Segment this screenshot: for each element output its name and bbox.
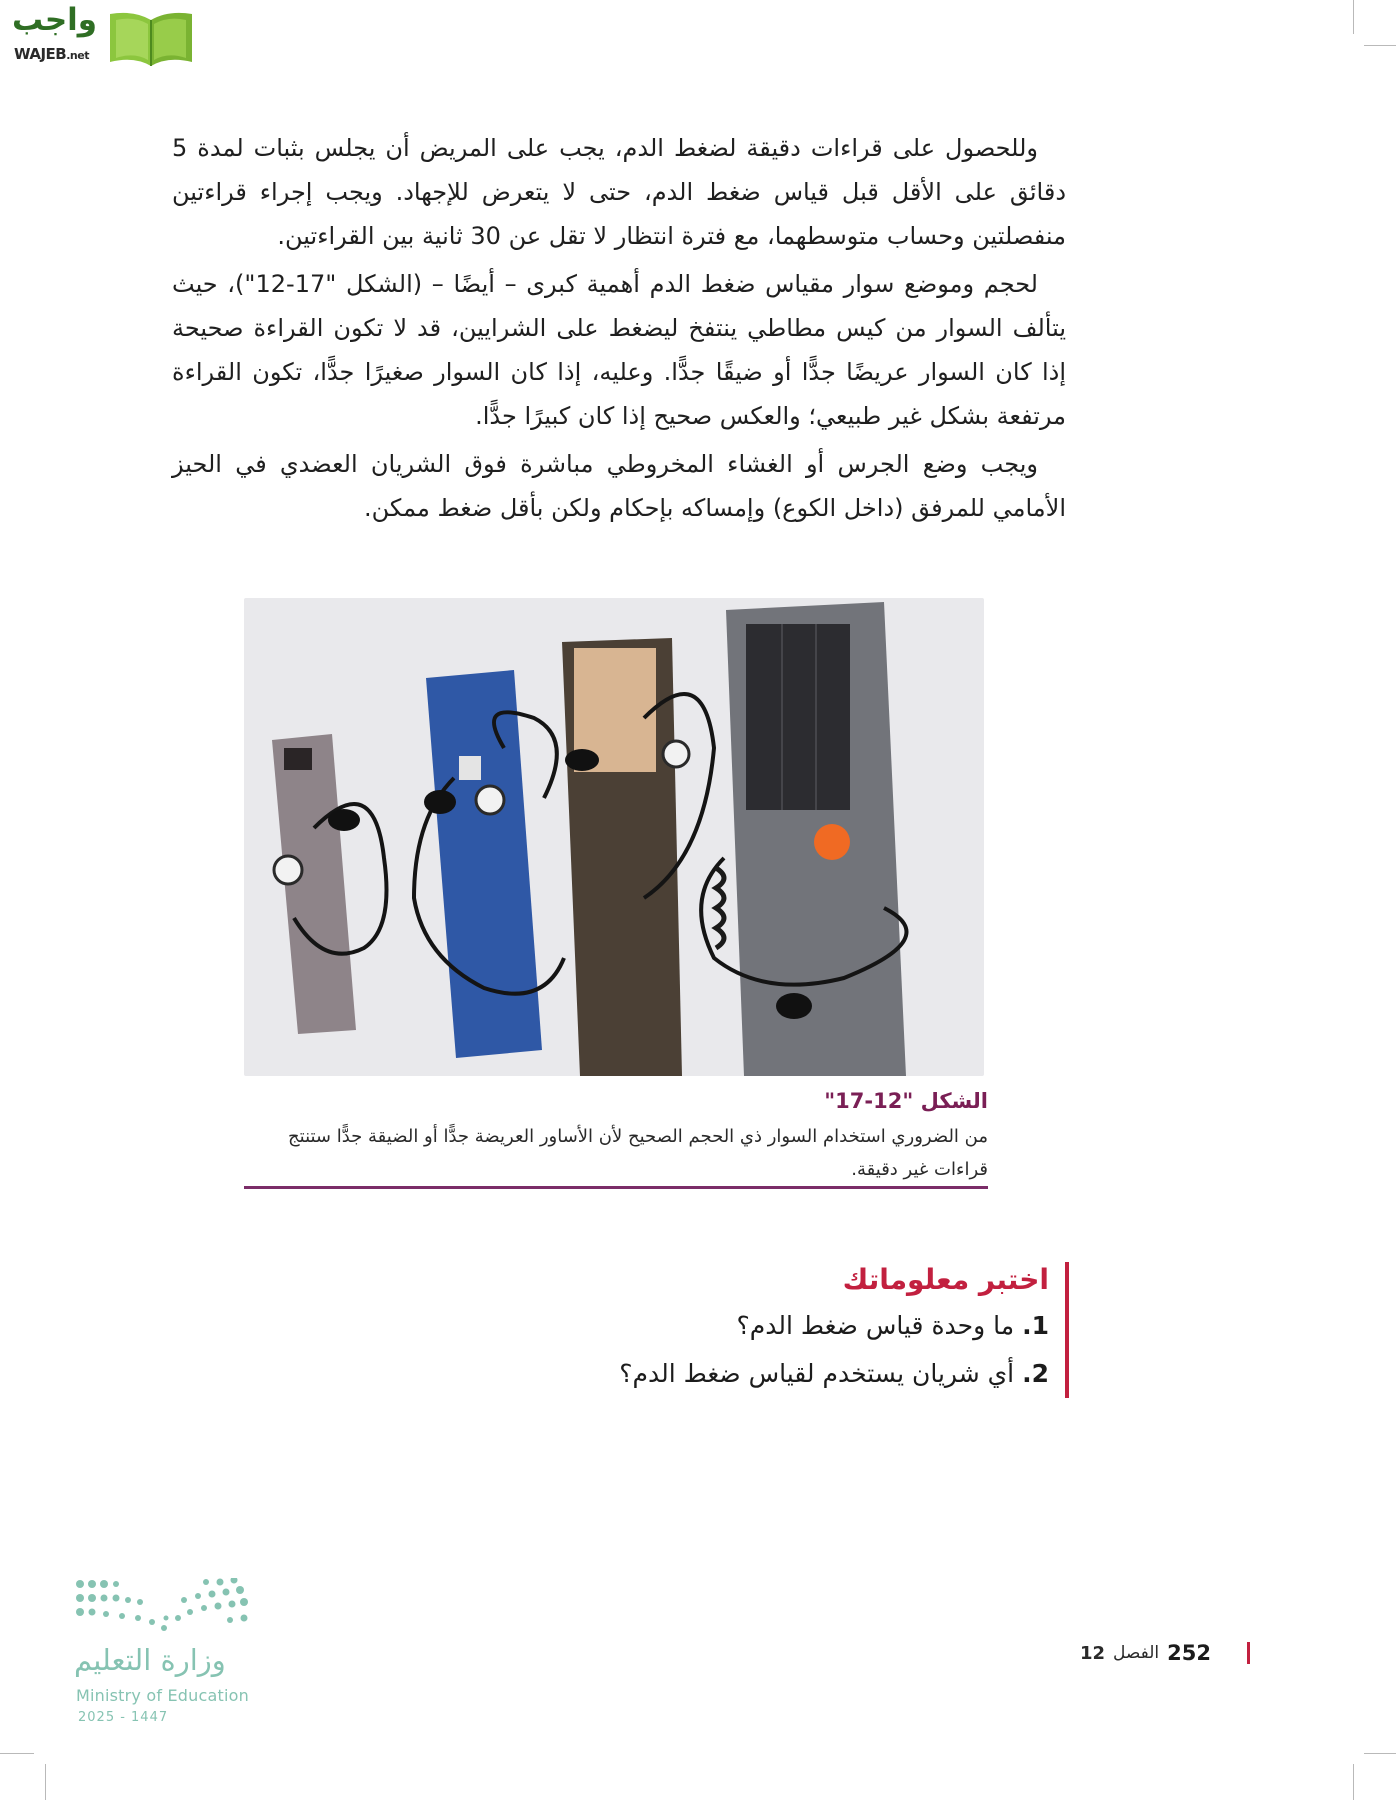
ministry-name-english: Ministry of Education — [76, 1686, 249, 1705]
quiz-question — [529, 1350, 1049, 1398]
blood-pressure-cuffs-photo — [244, 598, 984, 1076]
question-text: أي شريان يستخدم لقياس ضغط الدم؟ — [619, 1359, 1015, 1388]
chapter-label: الفصل — [1113, 1643, 1160, 1663]
paragraph: وللحصول على قراءات دقيقة لضغط الدم، يجب على المريض أن يجلس بثبات لمدة 5 دقائق على الأقل قبل قياس ضغط الدم، حتى لا يتعرض للإجهاد. ويجب إجراء قراءتين منفصلتين وحساب متوسطهما، مع فترة انتظار لا تقل عن 30 ثانية بين القراءتين. — [172, 134, 1066, 250]
paragraph: لحجم وموضع سوار مقياس ضغط الدم أهمية كبرى – أيضًا – (الشكل "17-12")، حيث يتألف السوار من كيس مطاطي ينتفخ ليضغط على الشرايين، قد لا تكون القراءة صحيحة إذا كان السوار عريضًا جدًّا أو ضيقًا جدًّا. وعليه، إذا كان السوار صغيرًا جدًّا، تكون القراءة مرتفعة بشكل غير طبيعي؛ والعكس صحيح إذا كان كبيرًا جدًّا. — [172, 270, 1066, 430]
page-footer — [1080, 1641, 1250, 1665]
crop-mark — [0, 1753, 34, 1754]
chapter-number: 12 — [1079, 1642, 1106, 1664]
question-text: ما وحدة قياس ضغط الدم؟ — [736, 1311, 1015, 1340]
figure-label: الشكل "12-17" — [824, 1089, 988, 1113]
quiz-question — [529, 1302, 1049, 1350]
crop-mark — [1353, 0, 1354, 34]
ministry-logo — [74, 1578, 254, 1738]
logo-arabic-text: واجب — [12, 2, 98, 38]
ministry-name-arabic: وزارة التعليم — [74, 1643, 226, 1677]
crop-mark — [45, 1764, 46, 1800]
ministry-year: 2025 - 1447 — [78, 1710, 169, 1725]
crop-mark — [1353, 1764, 1354, 1800]
question-number: 2. — [1022, 1359, 1049, 1388]
ministry-dots-icon — [74, 1578, 250, 1638]
logo-latin-text: WAJEB.net — [14, 45, 89, 63]
wajeb-logo[interactable] — [10, 4, 190, 66]
paragraph: ويجب وضع الجرس أو الغشاء المخروطي مباشرة فوق الشريان العضدي في الحيز الأمامي للمرفق (داخل الكوع) وإمساكه بإحكام ولكن بأقل ضغط ممكن. — [172, 450, 1066, 522]
question-number: 1. — [1022, 1311, 1049, 1340]
body-text — [172, 126, 1066, 534]
crop-mark — [1364, 45, 1396, 46]
quiz-title: اختبر معلوماتك — [842, 1263, 1049, 1296]
figure-divider — [244, 1186, 988, 1189]
open-book-icon — [104, 6, 199, 68]
figure-caption-text: من الضروري استخدام السوار ذي الحجم الصحيح لأن الأساور العريضة جدًّا أو الضيقة جدًّا ستنتج قراءات غير دقيقة. — [288, 1126, 988, 1180]
test-your-knowledge — [529, 1262, 1069, 1398]
figure-caption — [244, 1086, 988, 1186]
crop-mark — [1364, 1753, 1396, 1754]
footer-accent-bar — [1247, 1642, 1250, 1664]
page-number: 252 — [1167, 1641, 1211, 1665]
